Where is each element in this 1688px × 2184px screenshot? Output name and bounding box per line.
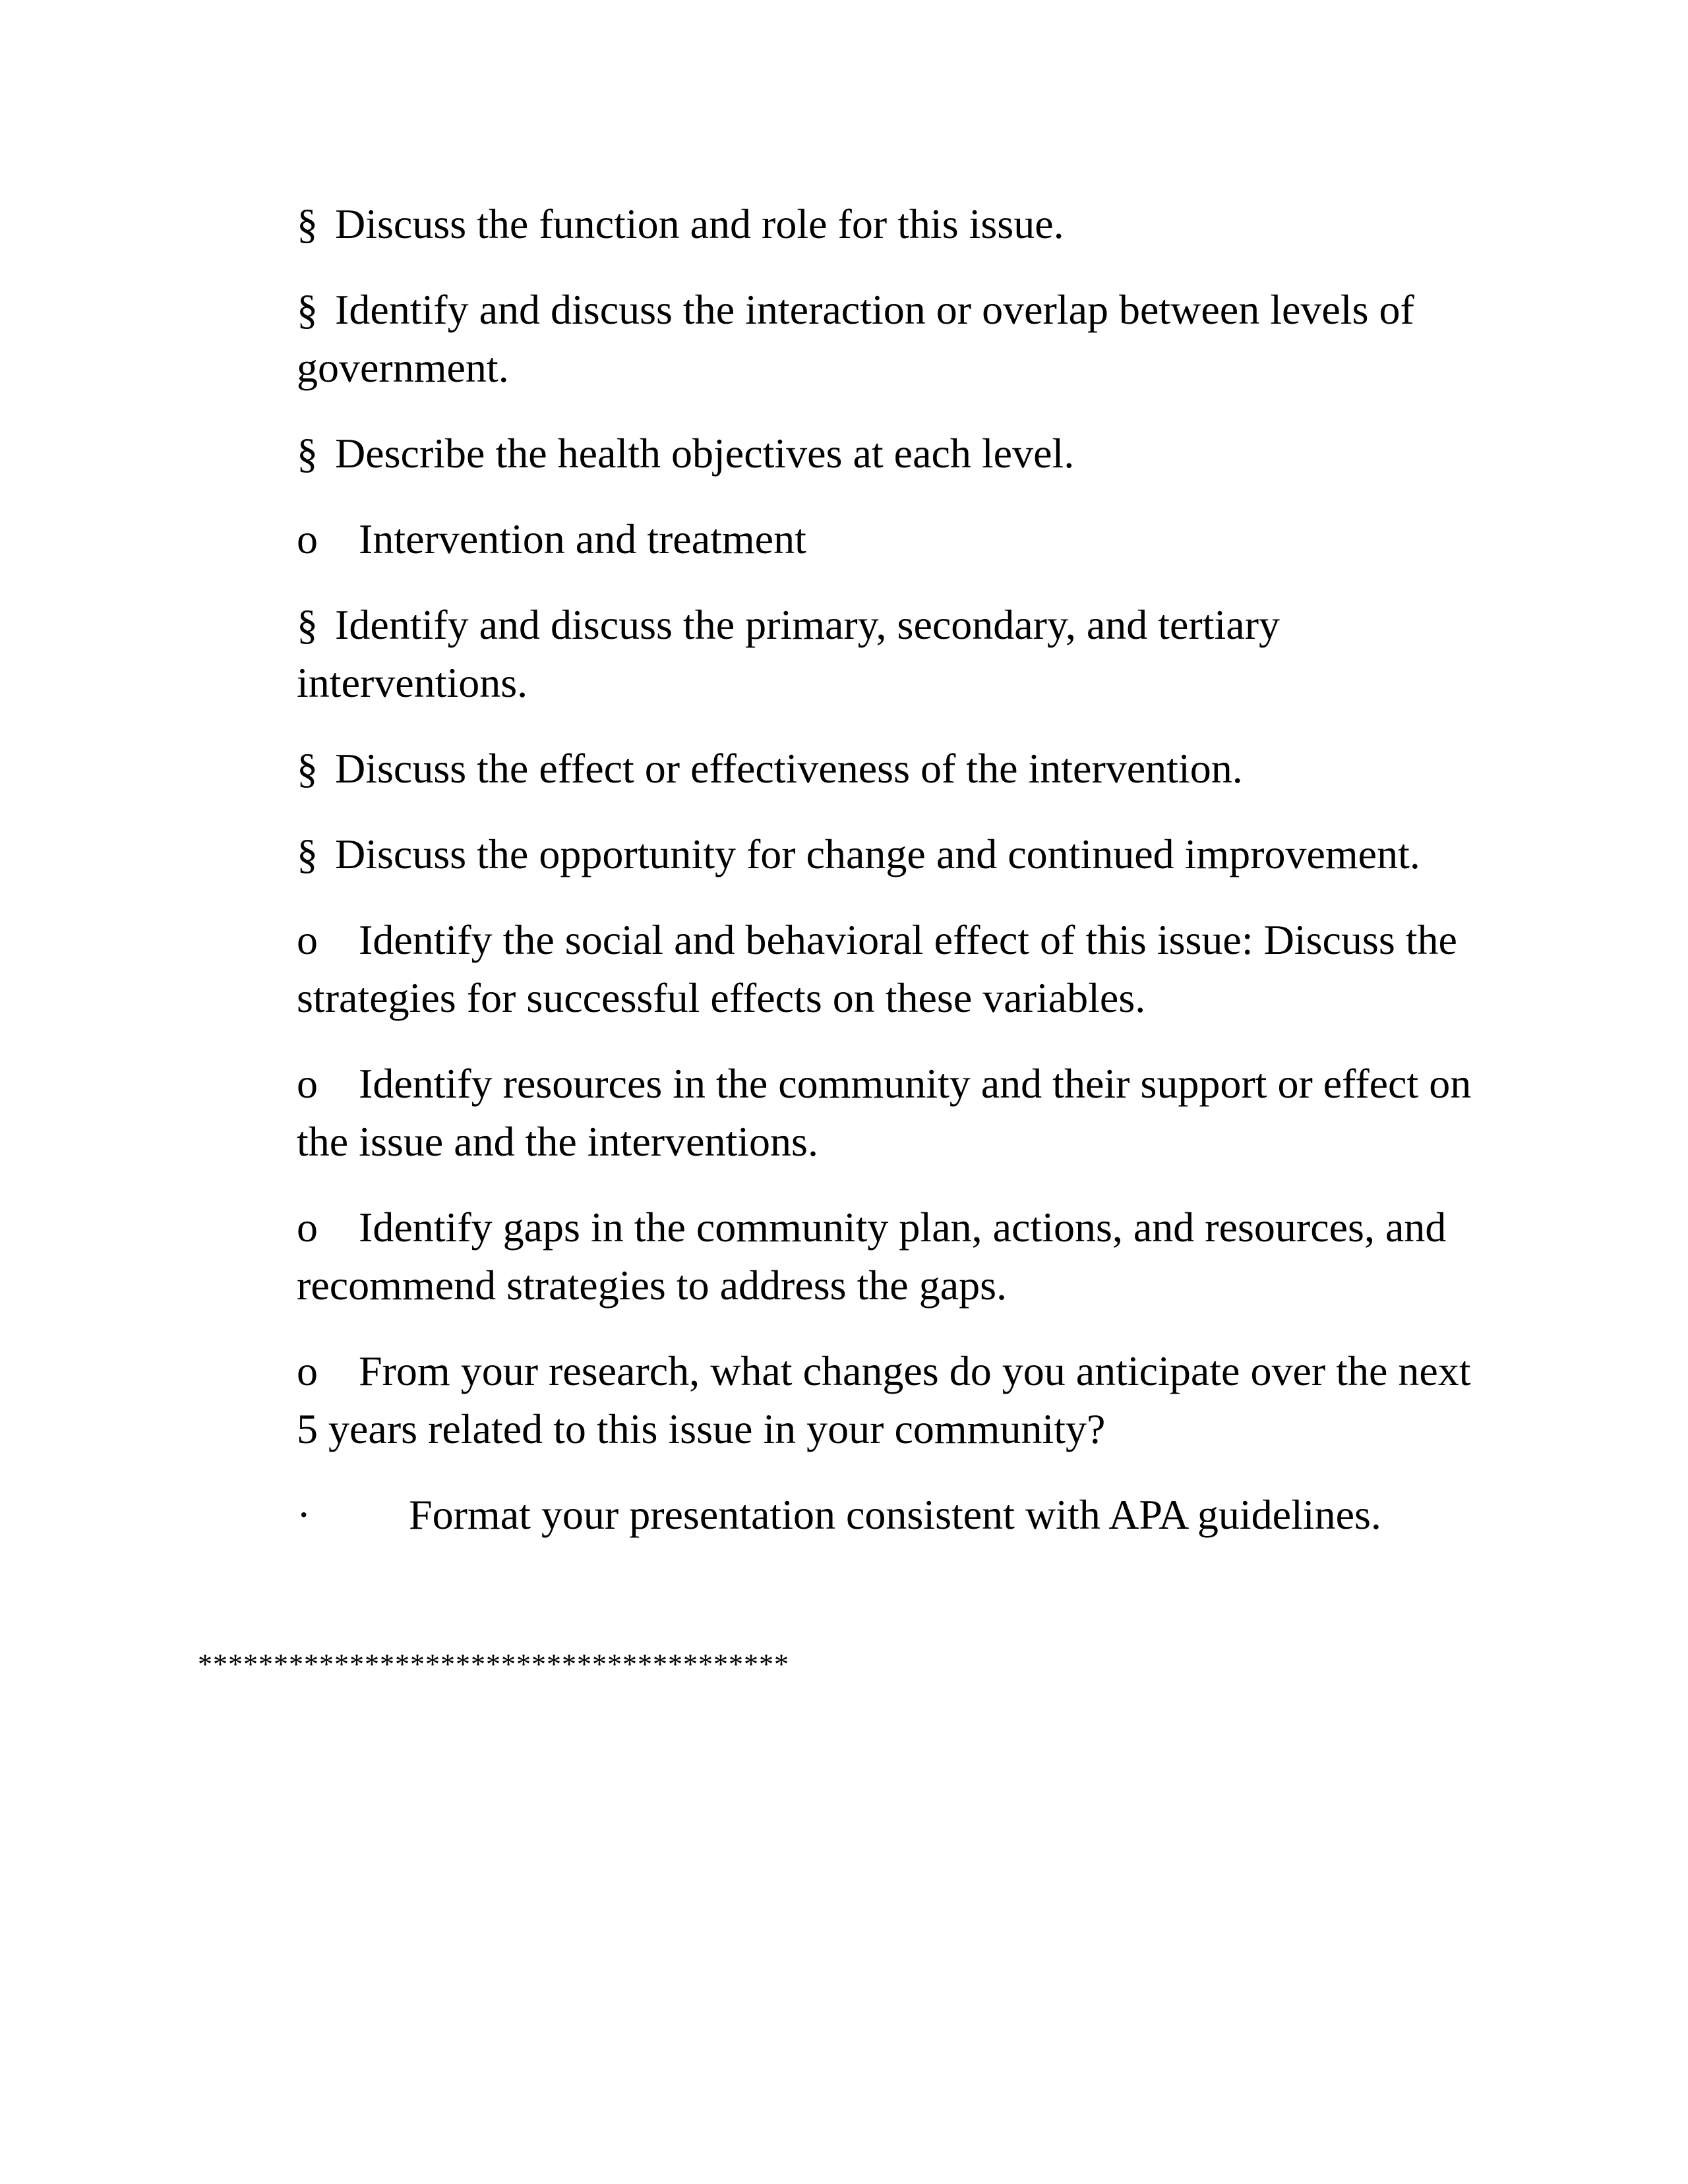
section-marker: § (297, 831, 318, 877)
list-item (297, 1198, 1484, 1314)
list-item (297, 1486, 1484, 1544)
list-item (297, 1055, 1484, 1171)
circle-bullet-marker: o (297, 916, 318, 963)
section-marker: § (297, 200, 318, 247)
item-text: Discuss the function and role for this issue. (335, 200, 1064, 247)
section-marker: § (297, 430, 318, 477)
dot-bullet-marker: · (297, 1491, 311, 1538)
circle-bullet-marker: o (297, 1060, 318, 1107)
list-item (297, 425, 1484, 483)
list-item (297, 510, 1484, 568)
list-item (297, 596, 1484, 712)
list-item (297, 740, 1484, 798)
circle-bullet-marker: o (297, 1204, 318, 1251)
item-text: Describe the health objectives at each level. (335, 430, 1075, 477)
circle-bullet-marker: o (297, 516, 318, 562)
list-item (297, 195, 1484, 253)
item-text: Identify and discuss the primary, secondary, and tertiary interventions. (297, 601, 1280, 706)
item-text: Intervention and treatment (359, 516, 806, 562)
section-marker: § (297, 601, 318, 648)
item-text: Identify gaps in the community plan, actions, and resources, and recommend strategies to address the gaps. (297, 1204, 1447, 1309)
section-marker: § (297, 286, 318, 333)
list-item (297, 1342, 1484, 1458)
item-text: Format your presentation consistent with APA guidelines. (409, 1491, 1381, 1538)
item-text: Identify the social and behavioral effect of this issue: Discuss the strategies for successful effects on these variables. (297, 916, 1457, 1021)
item-text: Discuss the effect or effectiveness of the intervention. (335, 745, 1243, 792)
list-item (297, 281, 1484, 397)
circle-bullet-marker: o (297, 1347, 318, 1394)
item-text: From your research, what changes do you anticipate over the next 5 years related to this issue in your community? (297, 1347, 1471, 1452)
list-item (297, 825, 1484, 883)
item-text: Discuss the opportunity for change and continued improvement. (335, 831, 1420, 877)
list-item (297, 911, 1484, 1027)
item-text: Identify and discuss the interaction or overlap between levels of government. (297, 286, 1414, 391)
asterisk-divider: *************************************** (198, 1648, 789, 1680)
section-marker: § (297, 745, 318, 792)
item-text: Identify resources in the community and their support or effect on the issue and the interventions. (297, 1060, 1472, 1165)
